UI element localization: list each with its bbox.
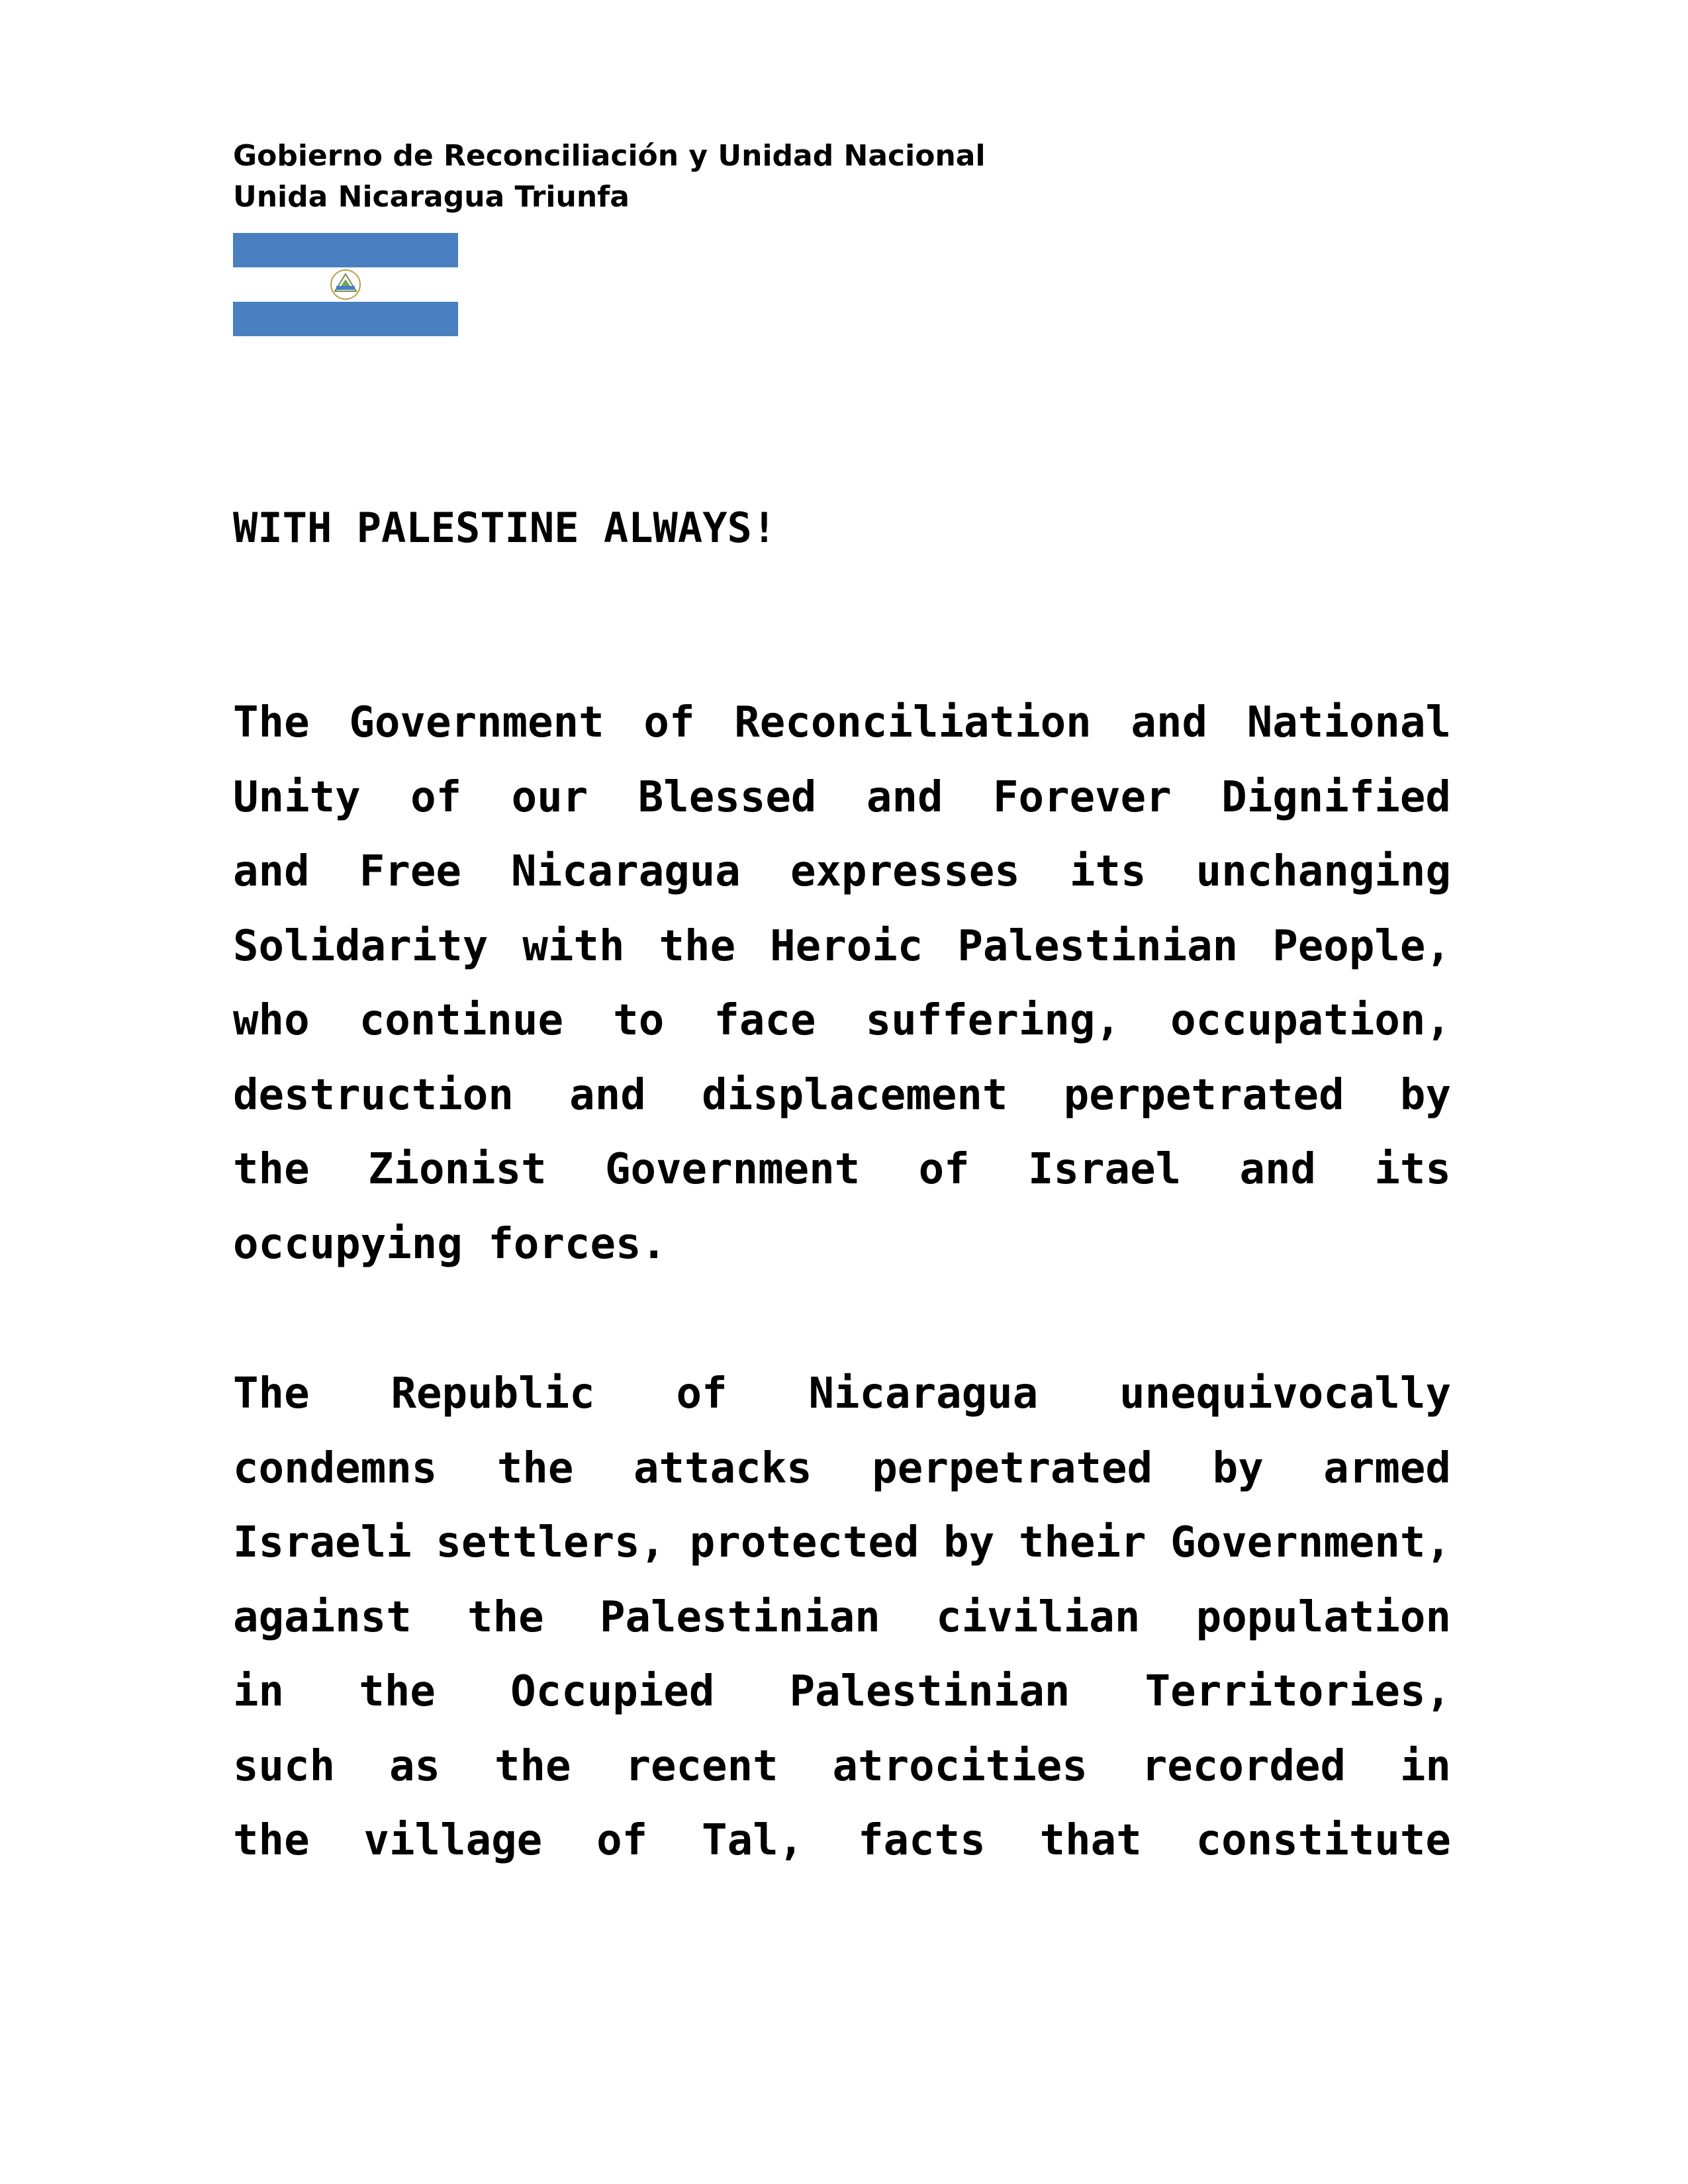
word: The (233, 698, 310, 747)
word: Zionist (367, 1145, 547, 1194)
letterhead (233, 136, 986, 218)
word: attacks (633, 1443, 812, 1493)
word: to (613, 996, 665, 1045)
word: Republic (391, 1369, 595, 1418)
word: the (233, 1816, 310, 1865)
word: such (233, 1741, 336, 1791)
word: population (1196, 1592, 1451, 1642)
word: perpetrated (1063, 1070, 1344, 1120)
word: by (1399, 1070, 1451, 1120)
word: Heroic (770, 921, 923, 971)
paragraph-line (233, 1132, 1451, 1207)
word: face (714, 996, 816, 1045)
word: by (1212, 1443, 1264, 1493)
word: recent (625, 1741, 778, 1791)
word: Territories, (1145, 1667, 1451, 1716)
word: Unity (233, 772, 361, 822)
word: perpetrated (872, 1443, 1153, 1493)
paragraph-line (233, 1058, 1451, 1133)
word: Palestinian (599, 1592, 880, 1642)
word: National (1246, 698, 1451, 747)
word: village (363, 1816, 543, 1865)
word: unchanging (1196, 847, 1451, 896)
paragraph-line (233, 686, 1451, 760)
word: the (659, 921, 736, 971)
word: continue (359, 996, 563, 1045)
word: destruction (233, 1070, 514, 1120)
word: Palestinian (957, 921, 1239, 971)
nicaragua-flag-icon (233, 233, 458, 336)
word: Israel (1027, 1145, 1182, 1194)
word: its (1069, 847, 1147, 896)
word: of (676, 1369, 727, 1418)
word: armed (1323, 1443, 1451, 1493)
word: Blessed (637, 772, 817, 822)
word: civilian (936, 1592, 1141, 1642)
paragraph-line (233, 835, 1451, 909)
word: People, (1272, 921, 1451, 971)
word: our (511, 772, 588, 822)
word: facts (858, 1816, 986, 1865)
letterhead-line-slogan: Unida Nicaragua Triunfa (233, 180, 630, 214)
word: occupation, (1170, 996, 1451, 1045)
word: Palestinian (789, 1667, 1070, 1716)
word: Government (349, 698, 604, 747)
word: atrocities (832, 1741, 1088, 1791)
word: by (943, 1518, 995, 1567)
word: Occupied (510, 1667, 715, 1716)
word: displacement (702, 1070, 1008, 1120)
word: in (233, 1667, 285, 1716)
word: against (233, 1592, 412, 1642)
word: suffering, (865, 996, 1121, 1045)
word: The (233, 1369, 310, 1418)
word: their (1018, 1518, 1147, 1567)
paragraph-condemnation (233, 1357, 1451, 1878)
paragraph-line (233, 1357, 1451, 1432)
word: of (596, 1816, 648, 1865)
word: and (569, 1070, 646, 1120)
word: Tal, (702, 1816, 804, 1865)
document-title: WITH PALESTINE ALWAYS! (233, 504, 777, 552)
word: Government (604, 1145, 861, 1194)
word: Nicaragua (511, 847, 741, 896)
word: the (467, 1592, 544, 1642)
word: and (866, 772, 943, 822)
paragraph-line (233, 760, 1451, 835)
word: of (410, 772, 462, 822)
word: unequivocally (1119, 1369, 1451, 1418)
word: recorded (1141, 1741, 1346, 1791)
paragraph-line (233, 909, 1451, 984)
paragraph-line (233, 1729, 1451, 1804)
paragraph-line (233, 1506, 1451, 1580)
word: of (643, 698, 695, 747)
word: the (233, 1145, 310, 1194)
paragraph-line (233, 1432, 1451, 1506)
word: with (522, 921, 625, 971)
word: the (359, 1667, 436, 1716)
word: and (1239, 1145, 1317, 1194)
word: Solidarity (233, 921, 489, 971)
paragraph-line (233, 1580, 1451, 1655)
word: its (1374, 1145, 1451, 1194)
word: in (1399, 1741, 1451, 1791)
word: and (233, 847, 310, 896)
word: condemns (233, 1443, 438, 1493)
word: Reconciliation (734, 698, 1092, 747)
paragraph-solidarity (233, 686, 1451, 1281)
paragraph-line (233, 1803, 1451, 1878)
word: the (496, 1443, 574, 1493)
word: Free (359, 847, 461, 896)
word: and (1131, 698, 1207, 747)
word: Government, (1170, 1518, 1451, 1567)
word: who (233, 996, 310, 1045)
paragraph-line (233, 1655, 1451, 1729)
word: that (1039, 1816, 1142, 1865)
letterhead-line-government: Gobierno de Reconciliación y Unidad Nacional (233, 139, 986, 173)
word: protected (689, 1518, 919, 1567)
word: settlers, (436, 1518, 666, 1567)
word: expresses (790, 847, 1020, 896)
word: Dignified (1221, 772, 1451, 822)
paragraph-line (233, 983, 1451, 1058)
word: Israeli (233, 1518, 412, 1567)
word: as (389, 1741, 441, 1791)
word: constitute (1196, 1816, 1451, 1865)
word: of (918, 1145, 970, 1194)
paragraph-line: occupying forces. (233, 1219, 667, 1269)
word: Forever (992, 772, 1172, 822)
word: Nicaragua (808, 1369, 1039, 1418)
word: the (494, 1741, 571, 1791)
